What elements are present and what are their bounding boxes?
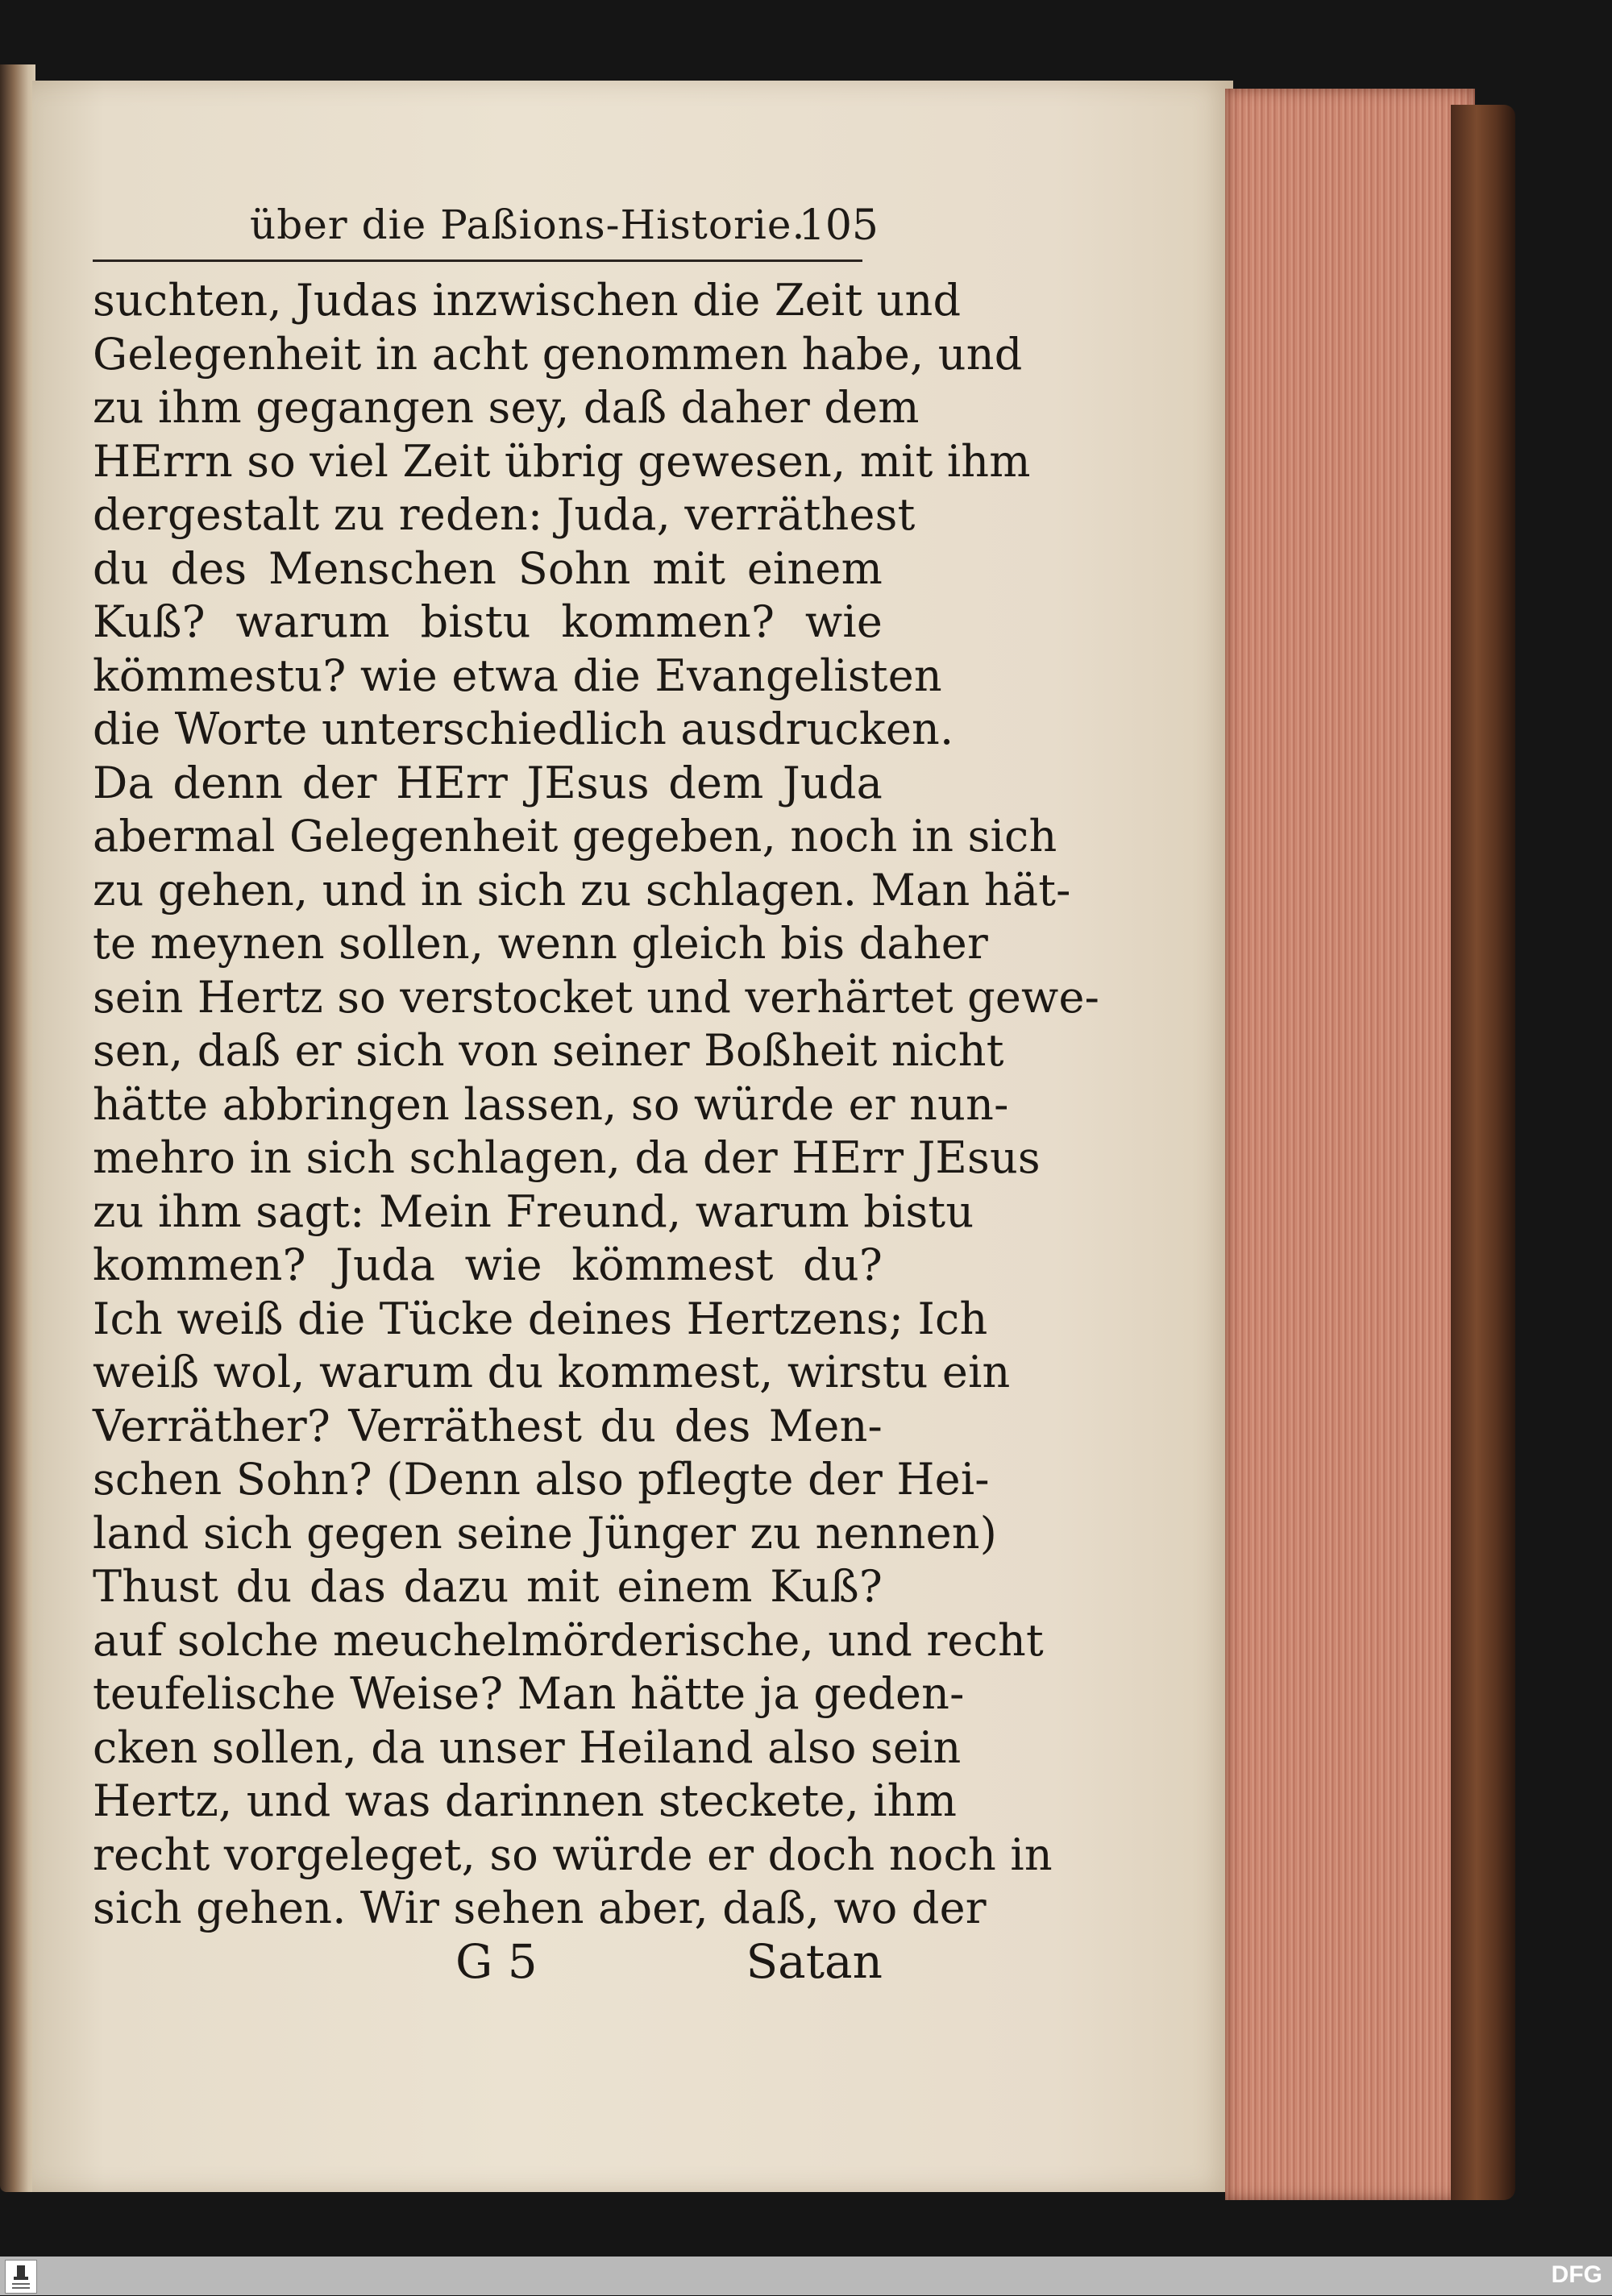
running-head <box>129 201 879 266</box>
text-line: suchten, Judas inzwischen die Zeit und <box>93 275 962 326</box>
text-line: Verräther? Verräthest du des Men- <box>93 1400 883 1451</box>
text-line: cken sollen, da unser Heiland also sein <box>93 1721 962 1773</box>
text-line: te meynen sollen, wenn gleich bis daher <box>93 918 988 969</box>
dfg-brand: DFG <box>1551 2261 1602 2288</box>
text-line: zu gehen, und in sich zu schlagen. Man hät- <box>93 864 1071 915</box>
text-line: kommen? Juda wie kömmest du? <box>93 1239 883 1290</box>
text-line: mehro in sich schlagen, da der HErr JEsus <box>93 1132 1041 1183</box>
text-line: dergestalt zu reden: Juda, verräthest <box>93 489 916 540</box>
text-line: kömmestu? wie etwa die Evangelisten <box>93 650 942 701</box>
text-line: du des Menschen Sohn mit einem <box>93 542 883 594</box>
running-head-title: über die Paßions-Historie. <box>250 201 806 248</box>
text-line: sen, daß er sich von seiner Boßheit nicht <box>93 1025 1004 1076</box>
page-number: 105 <box>798 201 879 250</box>
text-line: Gelegenheit in acht genommen habe, und <box>93 328 1023 380</box>
catch-line <box>93 1934 883 1991</box>
header-rule <box>93 259 862 262</box>
text-line: land sich gegen seine Jünger zu nennen) <box>93 1507 997 1559</box>
text-line: Ich weiß die Tücke deines Hertzens; Ich <box>93 1293 988 1344</box>
text-line: HErrn so viel Zeit übrig gewesen, mit ihm <box>93 435 1031 487</box>
text-line: abermal Gelegenheit gegeben, noch in sich <box>93 811 1057 862</box>
library-logo-icon <box>5 2260 37 2294</box>
text-line: hätte abbringen lassen, so würde er nun- <box>93 1078 1009 1130</box>
page-fore-edge <box>1225 89 1475 2200</box>
viewer-footer <box>0 2257 1612 2295</box>
text-line: zu ihm gegangen sey, daß daher dem <box>93 382 920 433</box>
text-line: auf solche meuchelmörderische, und recht <box>93 1614 1044 1666</box>
book-cover-edge <box>1451 105 1515 2200</box>
signature-mark: G 5 <box>455 1934 538 1989</box>
text-line: weiß wol, warum du kommest, wirstu ein <box>93 1347 1011 1397</box>
text-line: Hertz, und was darinnen steckete, ihm <box>93 1775 958 1826</box>
text-line: Kuß? warum bistu kommen? wie <box>93 596 883 647</box>
body-text <box>93 274 1100 1936</box>
text-line: die Worte unterschiedlich ausdrucken. <box>93 704 954 754</box>
left-page-edge <box>0 64 35 2192</box>
text-line: recht vorgeleget, so würde er doch noch in <box>93 1829 1053 1880</box>
catchword: Satan <box>746 1934 883 1989</box>
text-line: zu ihm sagt: Mein Freund, warum bistu <box>93 1185 974 1237</box>
text-line: sich gehen. Wir sehen aber, daß, wo der <box>93 1883 987 1933</box>
text-line: sein Hertz so verstocket und verhärtet gewe- <box>93 971 1100 1023</box>
text-line: schen Sohn? (Denn also pflegte der Hei- <box>93 1454 990 1505</box>
text-line: Da denn der HErr JEsus dem Juda <box>93 757 883 808</box>
text-line: teufelische Weise? Man hätte ja geden- <box>93 1668 965 1719</box>
text-line: Thust du das dazu mit einem Kuß? <box>93 1561 883 1612</box>
